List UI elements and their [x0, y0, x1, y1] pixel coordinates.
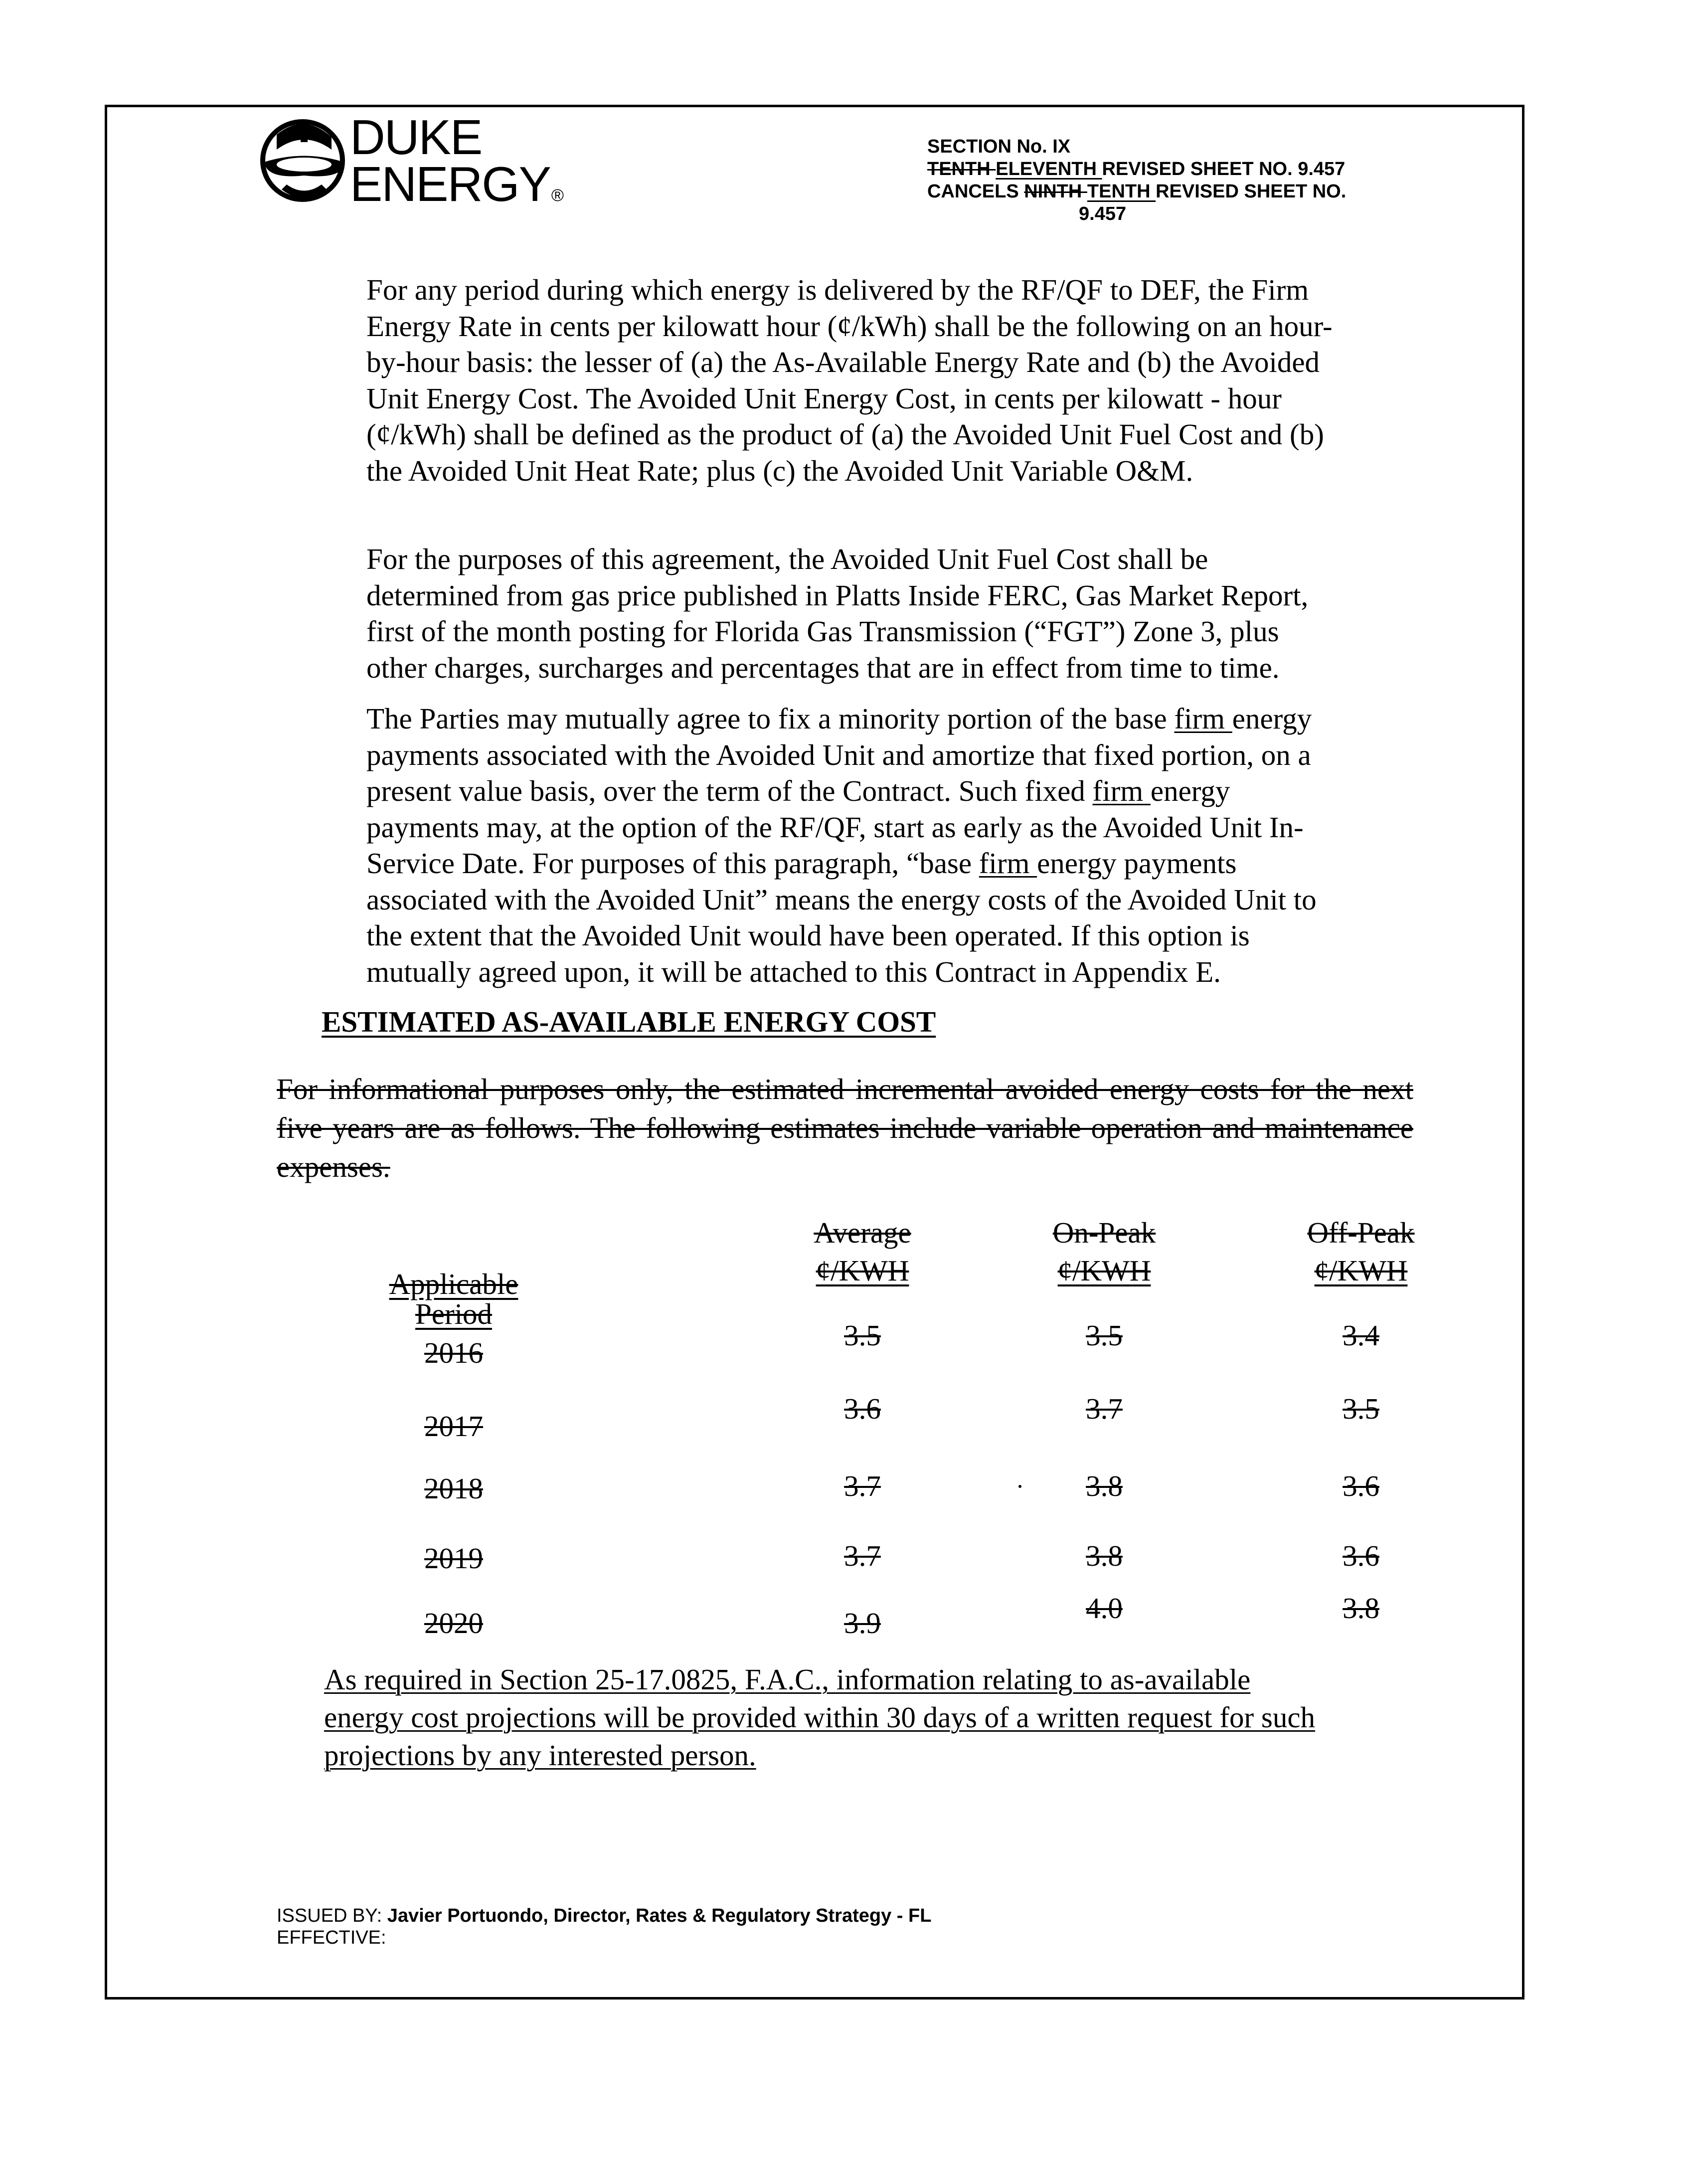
effective-label: EFFECTIVE:: [277, 1927, 386, 1948]
row-year-2019: 2019: [424, 1542, 483, 1575]
cancels-line: CANCELS NINTH TENTH REVISED SHEET NO.: [927, 181, 1347, 202]
row-2016-on-peak: 3.5: [1086, 1319, 1123, 1352]
logo-line-energy: ENERGY: [350, 157, 550, 211]
row-year-2020: 2020: [424, 1607, 483, 1639]
row-year-2016: 2016: [424, 1336, 483, 1369]
sheet-number: 9.457: [1079, 203, 1127, 224]
duke-energy-logo-text: [350, 110, 563, 219]
fuel-cost-paragraph: For the purposes of this agreement, the Avoided Unit Fuel Cost shall be determined from gas price published in Platts Inside FERC, Gas Market Report, first of the month posting for Florida Gas Transmission (“FGT”) Zone 3, plus other charges, surcharges and percentages that are in effect from time to time.: [366, 543, 1309, 684]
row-2018-average: 3.7: [844, 1469, 881, 1502]
row-2019-off-peak: 3.6: [1343, 1539, 1379, 1572]
firm-energy-rate-paragraph: For any period during which energy is delivered by the RF/QF to DEF, the Firm Energy Rate in cents per kilowatt hour (¢/kWh) shall be the following on an hour- by-hour basis: the lesser of (a) the As-Available Energy Rate and (b) the Avoided Unit Energy Cost. The Avoided Unit Energy Cost, in cents per kilowatt - hour (¢/kWh) shall be defined as the product of (a) the Avoided Unit Fuel Cost and (b) the Avoided Unit Heat Rate; plus (c) the Avoided Unit Variable O&M.: [366, 273, 1333, 487]
section-number: SECTION No. IX: [927, 136, 1071, 157]
sheet-header: [927, 136, 1416, 225]
row-2017-average: 3.6: [844, 1392, 881, 1425]
registered-mark: ®: [551, 186, 563, 205]
row-2020-off-peak: 3.8: [1343, 1592, 1379, 1625]
issued-by-block: ISSUED BY: Javier Portuondo, Director, Rates & Regulatory Strategy - FL EFFECTIVE:: [277, 1905, 932, 1948]
stray-dot: [1018, 1485, 1021, 1488]
row-2017-on-peak: 3.7: [1086, 1392, 1123, 1425]
row-2020-on-peak: 4.0: [1086, 1592, 1123, 1625]
row-2018-on-peak: 3.8: [1086, 1469, 1123, 1502]
row-2016-average: 3.5: [844, 1319, 881, 1352]
row-2019-average: 3.7: [844, 1539, 881, 1572]
duke-energy-logo-icon: [257, 115, 351, 207]
fixed-payment-paragraph: The Parties may mutually agree to fix a minority portion of the base firm energy payments associated with the Avoided Unit and amortize that fixed portion, on a present value basis, over the term of the Contract. Such fixed firm energy payments may, at the option of the RF/QF, start as early as the Avoided Unit In- Service Date. For purposes of this paragraph, “base firm energy payments associated with the Avoided Unit” means the energy costs of the Avoided Unit to the extent that the Avoided Unit would have been operated. If this option is mutually agreed upon, it will be attached to this Contract in Appendix E.: [366, 702, 1317, 988]
struck-informational-paragraph: For informational purposes only, the estimated incremental avoided energy costs for the next five years are as follows. The following estimates include variable operation and maintenance expenses.: [277, 1073, 1413, 1183]
section-heading: ESTIMATED AS-AVAILABLE ENERGY COST: [322, 1005, 936, 1038]
row-year-2017: 2017: [424, 1410, 483, 1443]
revision-line: TENTH ELEVENTH REVISED SHEET NO. 9.457: [927, 159, 1346, 180]
row-year-2018: 2018: [424, 1472, 483, 1505]
logo-line-duke: DUKE: [350, 110, 482, 165]
col-header-on-peak: On-Peak ¢/KWH: [1052, 1216, 1156, 1287]
projection-request-paragraph: As required in Section 25-17.0825, F.A.C., information relating to as-available energy cost projections will be provided within 30 days of a written request for such projections by any interested person.: [324, 1663, 1316, 1772]
row-2016-off-peak: 3.4: [1343, 1319, 1379, 1352]
row-2017-off-peak: 3.5: [1343, 1392, 1379, 1425]
row-2020-average: 3.9: [844, 1607, 881, 1639]
col-header-average: Average ¢/KWH: [814, 1216, 911, 1287]
col-header-off-peak: Off-Peak ¢/KWH: [1307, 1216, 1415, 1287]
row-2018-off-peak: 3.6: [1343, 1469, 1379, 1502]
issuer-name: Javier Portuondo, Director, Rates & Regulatory Strategy - FL: [387, 1905, 932, 1926]
col-header-period: Applicable Period: [389, 1268, 518, 1330]
row-2019-on-peak: 3.8: [1086, 1539, 1123, 1572]
